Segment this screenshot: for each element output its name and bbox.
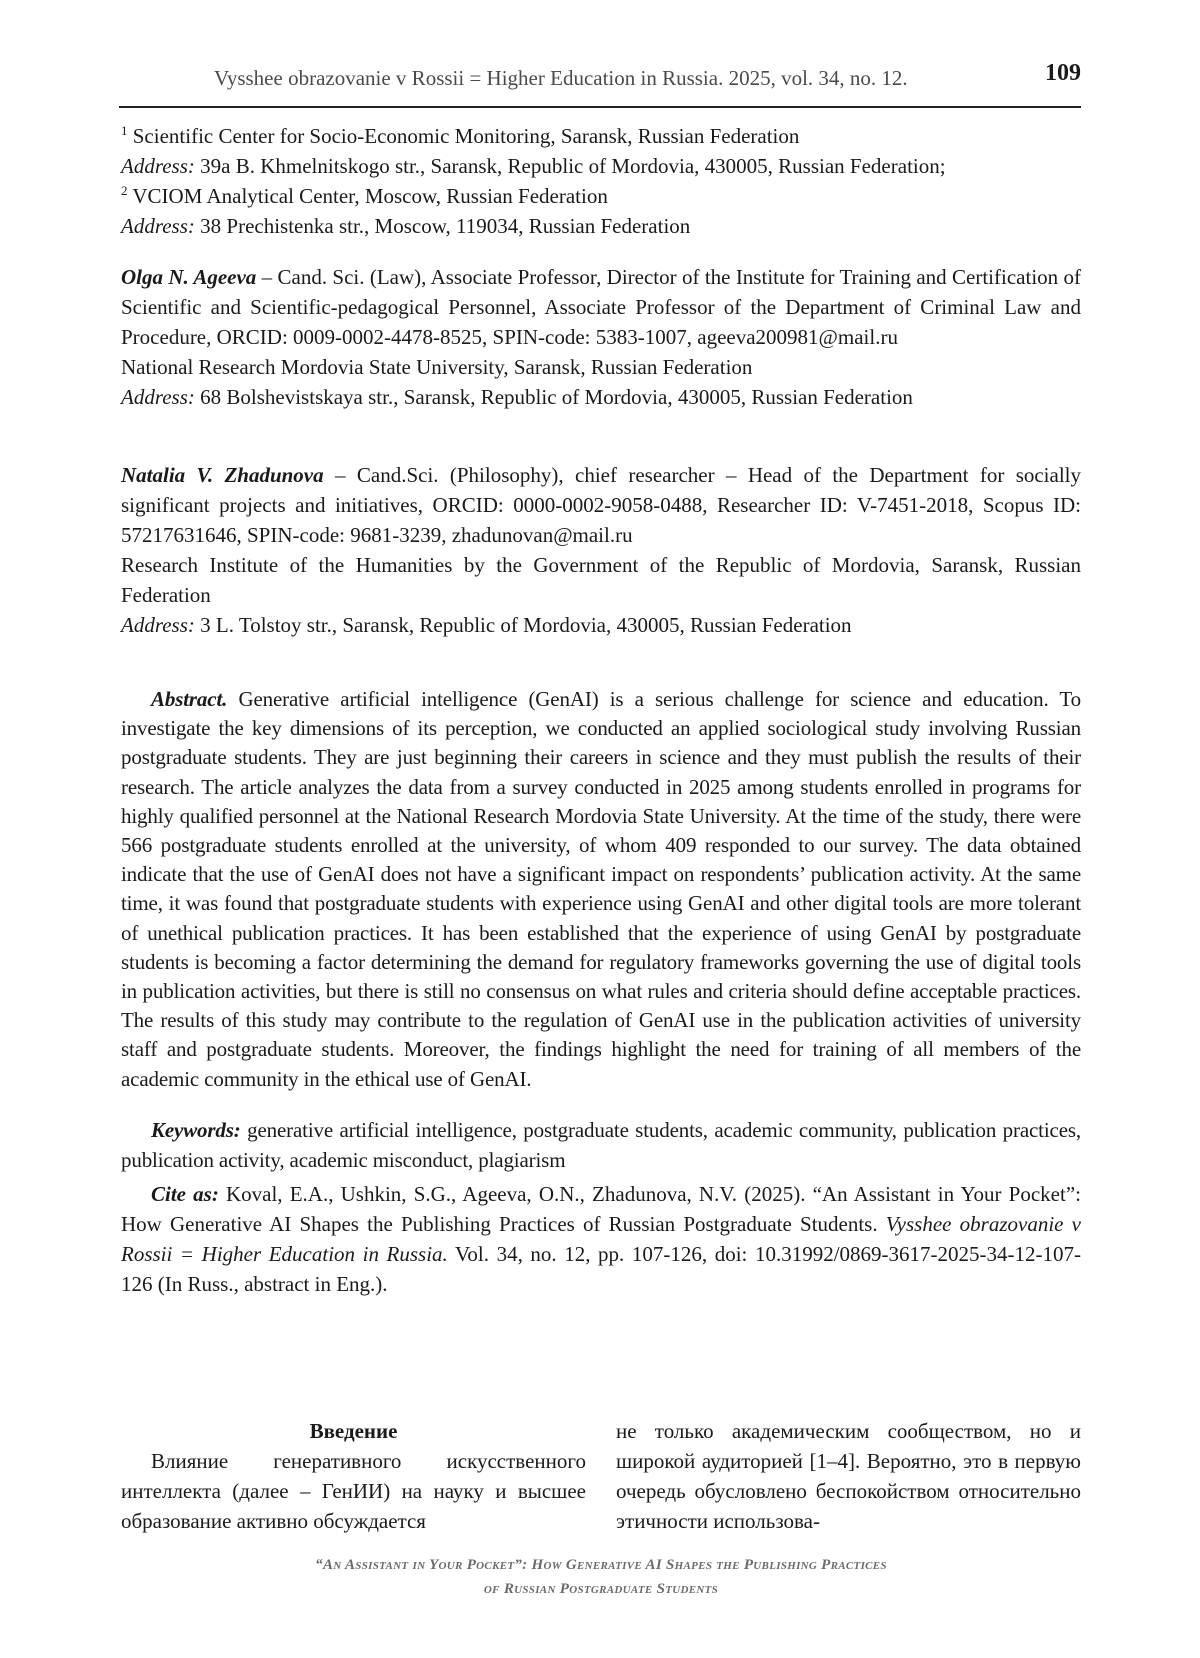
address-label: Address: bbox=[121, 385, 195, 409]
affiliation-1 bbox=[121, 121, 1081, 151]
affiliation-1-address bbox=[121, 151, 1081, 181]
author-name: Olga N. Ageeva bbox=[121, 265, 257, 289]
address-label: Address: bbox=[121, 613, 195, 637]
affiliations bbox=[121, 121, 1081, 241]
abstract-text: Generative artificial intelligence (GenAI) is a serious challenge for science and education. To investigate the key dimensions of its perception, we conducted an applied sociological study involving Russian postgraduate students. They are just beginning their careers in science and they must publish the results of their research. The article analyzes the data from a survey conducted in 2025 among students enrolled in programs for highly qualified personnel at the National Research Mordovia State University. At the time of the study, there were 566 postgraduate students enrolled at the university, of whom 409 responded to our survey. The data obtained indicate that the use of GenAI does not have a significant impact on respondents’ publication activity. At the same time, it was found that postgraduate students with experience using GenAI and other digital tools are more tolerant of unethical publication practices. It has been established that the experience of using GenAI by postgraduate students is becoming a factor determining the demand for regulatory frameworks governing the use of digital tools in publication activities, but there is still no consensus on what rules and criteria should define acceptable practices. The results of this study may contribute to the regulation of GenAI use in the publication activities of university staff and postgraduate students. Moreover, the findings highlight the need for training of all members of the academic community in the ethical use of GenAI. bbox=[121, 687, 1081, 1091]
abstract bbox=[121, 685, 1081, 1094]
intro-paragraph-continued: не только академическим сообществом, но и широкой аудиторией [1–4]. Вероятно, это в первую очередь обусловлено беспокойством относительно этичности использова- bbox=[616, 1419, 1081, 1533]
author-institution: National Research Mordovia State University, Saransk, Russian Federation bbox=[121, 355, 753, 379]
author-bio bbox=[121, 460, 1081, 550]
cite-text: Koval, E.A., Ushkin, S.G., Ageeva, O.N., Zhadunova, N.V. (2025). “An Assistant in Your Pocket”: How Generative AI Shapes the Publishing Practices of Russian Postgraduate Students. bbox=[121, 1182, 1081, 1236]
intro-right-column bbox=[616, 1416, 1081, 1536]
keywords bbox=[121, 1115, 1081, 1175]
address-text: 38 Prechistenka str., Moscow, 119034, Russian Federation bbox=[194, 214, 691, 238]
author-bio bbox=[121, 262, 1081, 352]
address-text: 68 Bolshevistskaya str., Saransk, Republic of Mordovia, 430005, Russian Federation bbox=[194, 385, 913, 409]
author-name: Natalia V. Zhadunova bbox=[121, 463, 324, 487]
keywords-text: generative artificial intelligence, postgraduate students, academic community, publication practices, publication activity, academic misconduct, plagiarism bbox=[121, 1118, 1081, 1172]
cite-text-tail: Vol. 34, no. 12, pp. 107-126, doi: 10.31992/0869-3617-2025-34-12-107-126 (In Russ., abstract in Eng.). bbox=[121, 1242, 1081, 1296]
address-text: 3 L. Tolstoy str., Saransk, Republic of Mordovia, 430005, Russian Federation bbox=[194, 613, 852, 637]
intro-left-column bbox=[121, 1416, 586, 1536]
page-footer bbox=[121, 1553, 1081, 1601]
author-bio-text: – Cand.Sci. (Philosophy), chief researcher – Head of the Department for socially significant projects and initiatives, ORCID: 0000-0002-9058-0488, Researcher ID: V-7451-2018, Scopus ID: 57217631646, SPIN-code: 9681-3239, zhadunovan@mail.ru bbox=[121, 463, 1082, 547]
address-text: 39a B. Khmelnitskogo str., Saransk, Republic of Mordovia, 430005, Russian Federation; bbox=[194, 154, 946, 178]
affiliation-marker: 2 bbox=[121, 183, 128, 198]
running-title: Vysshee obrazovanie v Rossii = Higher Education in Russia. 2025, vol. 34, no. 12. bbox=[214, 66, 908, 90]
author-block-ageeva bbox=[121, 262, 1081, 412]
keywords-label: Keywords: bbox=[151, 1118, 241, 1142]
affiliation-text: Scientific Center for Socio-Economic Monitoring, Saransk, Russian Federation bbox=[132, 124, 800, 148]
footer-title-line2: of Russian Postgraduate Students bbox=[483, 1581, 719, 1597]
page-number: 109 bbox=[1045, 60, 1081, 86]
page-header bbox=[119, 58, 1081, 108]
address-label: Address: bbox=[121, 214, 195, 238]
author-block-zhadunova bbox=[121, 460, 1081, 640]
cite-journal: Vysshee obrazovanie v Rossii = Higher Education in Russia. bbox=[121, 1212, 1081, 1266]
affiliation-2 bbox=[121, 181, 1081, 211]
footer-title-line1: “An Assistant in Your Pocket”: How Generative AI Shapes the Publishing Practices bbox=[315, 1557, 887, 1573]
author-address bbox=[121, 382, 1081, 412]
cite-label: Cite as: bbox=[151, 1182, 219, 1206]
affiliation-marker: 1 bbox=[121, 123, 128, 138]
intro-paragraph-start: Влияние генеративного искусственного интеллекта (далее – ГенИИ) на науку и высшее образование активно обсуждается bbox=[121, 1449, 586, 1533]
affiliation-text: VCIOM Analytical Center, Moscow, Russian Federation bbox=[132, 184, 608, 208]
section-heading-intro: Введение bbox=[309, 1419, 398, 1443]
author-address bbox=[121, 610, 1081, 640]
citation bbox=[121, 1179, 1081, 1299]
address-label: Address: bbox=[121, 154, 195, 178]
affiliation-2-address bbox=[121, 211, 1081, 241]
abstract-label: Abstract. bbox=[151, 687, 228, 711]
author-institution: Research Institute of the Humanities by the Government of the Republic of Mordovia, Saransk, Russian Federation bbox=[121, 553, 1081, 607]
author-bio-text: – Cand. Sci. (Law), Associate Professor, Director of the Institute for Training and Certification of Scientific and Scientific-pedagogical Personnel, Associate Professor of the Department of Criminal Law and Procedure, ORCID: 0009-0002-4478-8525, SPIN-code: 5383-1007, ageeva200981@mail.ru bbox=[121, 265, 1081, 349]
